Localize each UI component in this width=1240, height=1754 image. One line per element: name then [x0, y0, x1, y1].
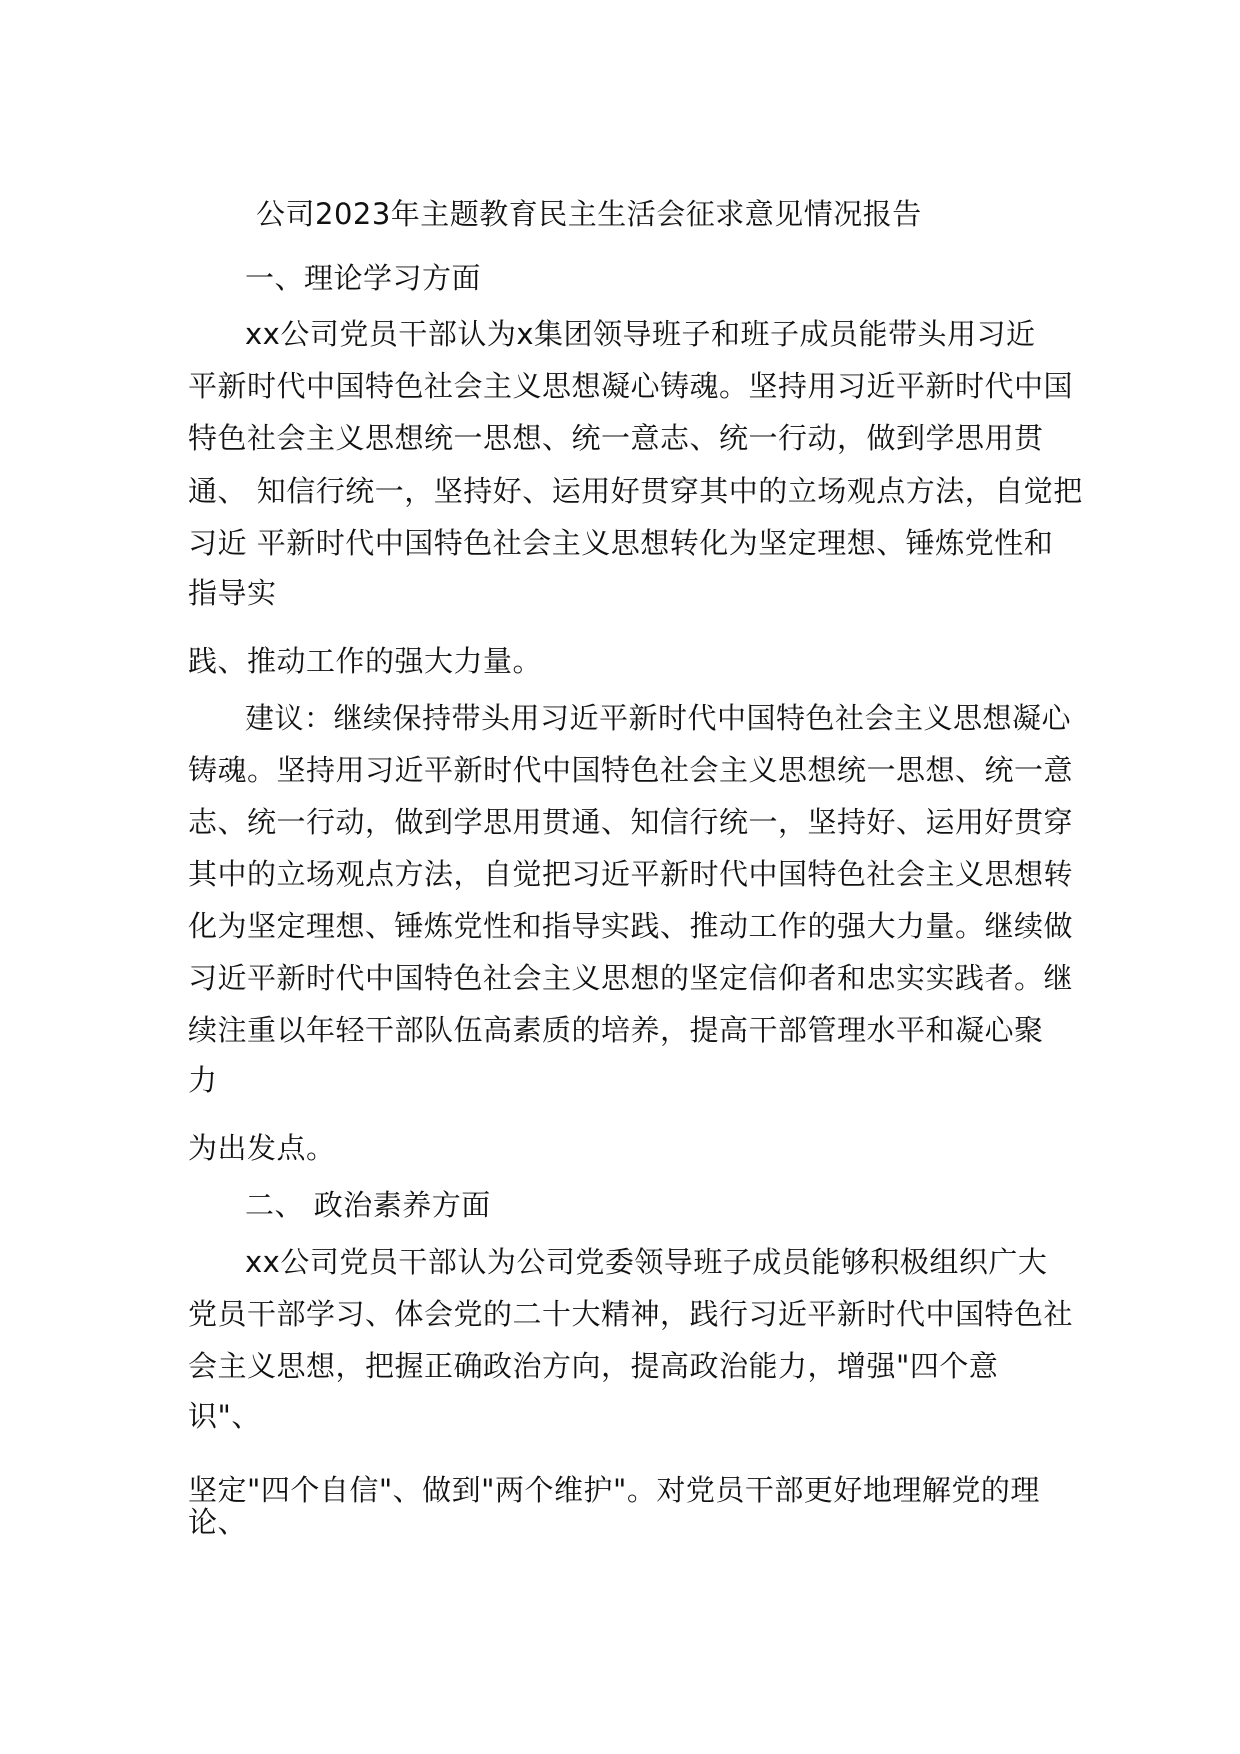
suggestion-line: 习近平新时代中国特色社会主义思想的坚定信仰者和忠实实践者。继 [188, 961, 1074, 995]
paragraph-line: 会主义思想，把握正确政治方向，提高政治能力，增强"四个意 [188, 1349, 999, 1383]
section-heading-politics: 二、 政治素养方面 [245, 1188, 491, 1222]
paragraph-line: 识"、 [188, 1399, 261, 1433]
paragraph-line: xx公司党员干部认为公司党委领导班子成员能够积极组织广大 [245, 1245, 1048, 1279]
suggestion-line: 力 [188, 1063, 218, 1097]
suggestion-line: 化为坚定理想、锤炼党性和指导实践、推动工作的强大力量。继续做 [188, 909, 1074, 943]
suggestion-line: 志、统一行动，做到学思用贯通、知信行统一，坚持好、运用好贯穿 [188, 805, 1074, 839]
section-heading-theory: 一、理论学习方面 [245, 261, 482, 295]
document-title: 公司2023年主题教育民主生活会征求意见情况报告 [256, 197, 922, 231]
paragraph-line: 指导实 [188, 576, 277, 610]
suggestion-line: 其中的立场观点方法，自觉把习近平新时代中国特色社会主义思想转 [188, 857, 1074, 891]
suggestion-line: 续注重以年轻干部队伍高素质的培养，提高干部管理水平和凝心聚 [188, 1013, 1044, 1047]
paragraph-line: 平新时代中国特色社会主义思想凝心铸魂。坚持用习近平新时代中国 [188, 369, 1074, 403]
suggestion-line: 为出发点。 [188, 1131, 336, 1165]
paragraph-line: 特色社会主义思想统一思想、统一意志、统一行动，做到学思用贯 [188, 421, 1044, 455]
paragraph-line: 通、 知信行统一，坚持好、运用好贯穿其中的立场观点方法，自觉把 [188, 474, 1083, 508]
paragraph-line: 党员干部学习、体会党的二十大精神，践行习近平新时代中国特色社 [188, 1297, 1074, 1331]
paragraph-line: xx公司党员干部认为x集团领导班子和班子成员能带头用习近 [245, 317, 1036, 351]
paragraph-line: 论、 [188, 1505, 248, 1539]
suggestion-line: 铸魂。坚持用习近平新时代中国特色社会主义思想统一思想、统一意 [188, 753, 1074, 787]
paragraph-line: 习近 平新时代中国特色社会主义思想转化为坚定理想、锤炼党性和 [188, 526, 1054, 560]
paragraph-line: 坚定"四个自信"、做到"两个维护"。对党员干部更好地理解党的理 [188, 1473, 1040, 1507]
suggestion-line: 建议：继续保持带头用习近平新时代中国特色社会主义思想凝心 [245, 701, 1072, 735]
paragraph-line: 践、推动工作的强大力量。 [188, 644, 543, 678]
